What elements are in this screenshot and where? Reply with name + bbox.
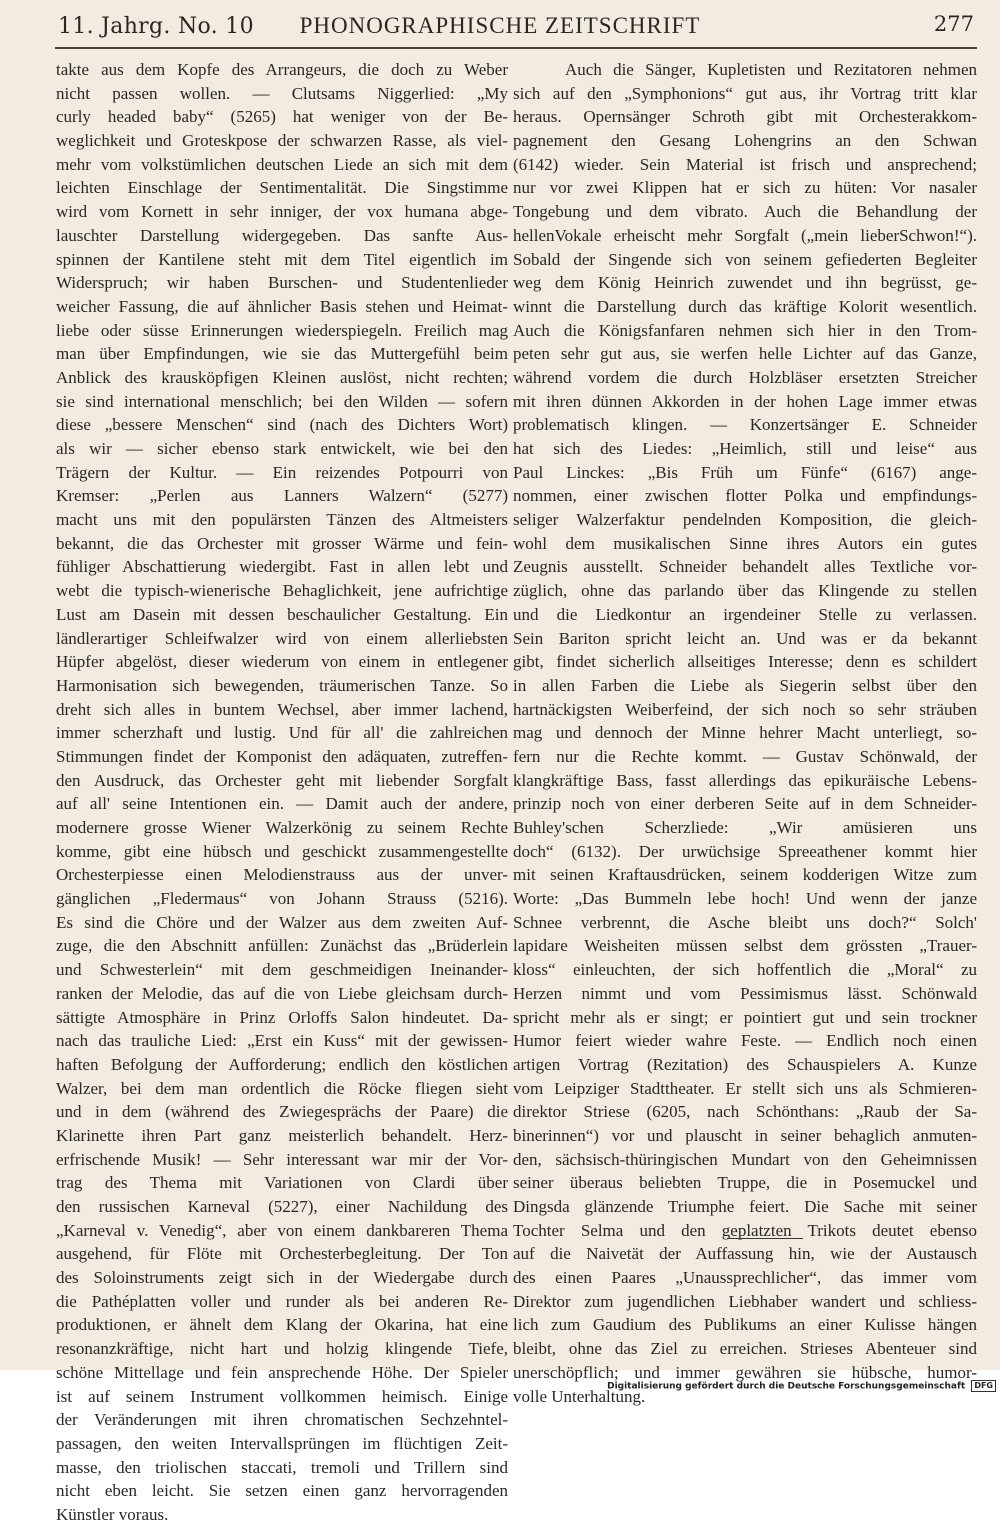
- right-column-line: hartnäckigsten Weiberfeind, der sich noch so sehr sträuben: [513, 699, 977, 719]
- left-column-line: weglichkeit und Groteskpose der schwarzen Rasse, als viel-: [56, 131, 508, 151]
- right-column-line: Herzen nimmt und vom Pessimismus lässt. Schönwald: [513, 983, 977, 1003]
- left-column-line: Es sind die Chöre und der Walzer aus dem zweiten Auf-: [56, 912, 508, 932]
- left-column-line: erfrischende Musik! — Sehr interessant war mir der Vor-: [56, 1149, 508, 1169]
- left-column-line: Anblick des krausköpfigen Kleinen auslöst, nicht rechten;: [56, 367, 508, 387]
- right-column-line: (6142) wieder. Sein Material ist frisch und ansprechend;: [513, 154, 977, 174]
- left-column-line: des Soloinstruments zeigt sich in der Wiedergabe durch: [56, 1268, 508, 1288]
- left-column-line: produktionen, er ähnelt dem Klang der Okarina, hat eine: [56, 1315, 508, 1335]
- left-column-line: macht uns mit den populärsten Tänzen des Altmeisters: [56, 510, 508, 530]
- right-column-line: klangkräftige Bass, fasst allerdings das epikuräische Lebens-: [513, 770, 977, 790]
- left-column-line: den Ausdruck, das Orchester geht mit liebender Sorgfalt: [56, 770, 508, 790]
- right-column-line: problematisch klingen. — Konzertsänger E. Schneider: [513, 415, 977, 435]
- left-column-line: der Veränderungen mit ihren chromatischen Sechzehntel-: [56, 1410, 508, 1430]
- left-column-line: „Karneval v. Venedig“, aber von einem dankbareren Thema: [56, 1220, 508, 1240]
- right-column-line: nur vor zwei Klippen hat er sich zu hüten: Vor nasaler: [513, 178, 977, 198]
- right-column-line: sich auf den „Symphonions“ gut aus, ihr Vortrag tritt klar: [513, 83, 977, 103]
- right-column-line: in allen Farben die Liebe als Siegerin selbst über den: [513, 675, 977, 695]
- right-column-line: mit ihren dünnen Akkorden in der hohen Lage immer etwas: [513, 391, 977, 411]
- right-column-line: mag und dennoch der Minne hehrer Macht unterliegt, so-: [513, 723, 977, 743]
- left-column-line: Klarinette ihren Part ganz meisterlich behandelt. Herz-: [56, 1125, 508, 1145]
- right-column-line: weg dem König Heinrich zuwendet und ihn begrüsst, ge-: [513, 273, 977, 293]
- left-column-line: immer scherzhaft und lustig. Und für all' die zahlreichen: [56, 723, 508, 743]
- left-column-line: Trägern der Kultur. — Ein reizendes Potpourri von: [56, 462, 508, 482]
- right-column-line: Tongebung und dem vibrato. Auch die Behandlung der: [513, 202, 977, 222]
- right-column-line: peten sehr gut aus, sie werfen helle Lichter auf das Ganze,: [513, 344, 977, 364]
- credit-text: Digitalisierung gefördert durch die Deutsche Forschungsgemeinschaft: [607, 1381, 966, 1392]
- left-column-line: Stimmungen findet der Komponist den adäquaten, zutreffen-: [56, 746, 508, 766]
- right-column-line: Auch die Sänger, Kupletisten und Rezitatoren nehmen: [565, 60, 977, 79]
- left-column-line: nach das trauliche Lied: „Erst ein Kuss“ mit der gewissen-: [56, 1031, 508, 1051]
- left-column-line: modernere grosse Wiener Walzerkönig zu seinem Rechte: [56, 818, 508, 837]
- right-column-line: Tochter Selma und den geplatzten Trikots deutet ebenso: [513, 1220, 977, 1240]
- left-column-line: auf all' seine Intentionen ein. — Damit auch der andere,: [56, 794, 508, 814]
- right-column-line: Direktor zum jugendlichen Liebhaber wandert und schliess-: [513, 1291, 977, 1311]
- right-column-line: des einen Paares „Unaussprechlicher“, das immer vom: [513, 1268, 977, 1288]
- end-of-article-rule: [727, 1238, 803, 1239]
- digitization-credit: [0, 1380, 996, 1392]
- left-column-line: nicht eben leicht. Sie setzen einen ganz hervorragenden: [56, 1481, 508, 1501]
- left-column-line: mehr vom volkstümlichen deutschen Liede an sich mit dem: [56, 154, 508, 174]
- left-column-line: ranken der Melodie, das auf die von Liebe gleichsam durch-: [56, 983, 508, 1003]
- left-column-line: takte aus dem Kopfe des Arrangeurs, die doch zu Weber: [56, 60, 508, 79]
- left-column-line: Lust am Dasein mit dessen beschaulicher Gestaltung. Ein: [56, 604, 508, 624]
- left-column-line: gänglichen „Fledermaus“ von Johann Strauss (5216).: [56, 889, 508, 909]
- left-column-line: Hüpfer abgelöst, dieser wiederum von einem in entlegener: [56, 652, 508, 672]
- right-column-line: auf die Naivetät der Auffassung hin, wie der Austausch: [513, 1244, 977, 1264]
- right-column-line: Paul Linckes: „Bis Früh um Fünfe“ (6167) ange-: [513, 462, 977, 482]
- header-rule: [55, 47, 977, 49]
- left-column-line: diese „bessere Menschen“ sind (nach des Dichters Wort): [56, 415, 508, 435]
- left-column-line: den russischen Karneval (5227), einer Nachildung des: [56, 1197, 508, 1216]
- left-column-line: ländlerartiger Schleifwalzer wird von einem allerliebsten: [56, 628, 508, 648]
- right-column-line: Schnee verbrennt, die Asche bleibt uns doch?“ Solch': [513, 912, 977, 932]
- right-column-line: pagnement den Gesang Lohengrins an den Schwan: [513, 131, 977, 151]
- right-column-line: bleibt, ohne das Ziel zu erreichen. Strieses Abenteuer sind: [513, 1339, 977, 1359]
- left-column-line: komme, gibt eine hübsch und geschickt zusammengestellte: [56, 841, 508, 861]
- left-column-line: wird vom Kornett in sehr inniger, der vox humana abge-: [56, 202, 508, 222]
- right-column-line: doch“ (6132). Der urwüchsige Spreeathener kommt hier: [513, 841, 977, 861]
- right-column-line: und die Liedkontur an irgendeiner Stelle zu verlassen.: [513, 604, 977, 624]
- left-column-line: und in dem (während des Zwiegesprächs der Paare) die: [56, 1102, 508, 1122]
- journal-title: PHONOGRAPHISCHE ZEITSCHRIFT: [299, 13, 701, 38]
- right-column-line: Sein Bariton spricht leicht an. Und was er da bekannt: [513, 628, 977, 648]
- right-column-line: heraus. Opernsänger Schroth gibt mit Orchesterakkom-: [513, 107, 977, 127]
- left-column-line: dreht sich alles in buntem Wechsel, aber immer lachend,: [56, 699, 508, 719]
- right-column-line: kloss“ einleuchten, der sich hoffentlich die „Moral“ zu: [513, 960, 977, 980]
- left-column-line: schöne Mittellage und fein ansprechende Höhe. Der Spieler: [56, 1362, 508, 1382]
- left-column-line: leichten Einschlage der Sentimentalität. Die Singstimme: [56, 178, 508, 198]
- right-column-line: spricht mehr als er singt; er pointiert gut und sein trockner: [513, 1007, 977, 1027]
- left-column-line: liebe oder süsse Erinnerungen wiederspiegeln. Freilich mag: [56, 320, 508, 340]
- right-column-line: Humor feiert wieder wahre Feste. — Endlich noch einen: [513, 1031, 977, 1051]
- left-column-line: sie sind international menschlich; bei den Wilden — sofern: [56, 391, 508, 411]
- left-column-line: Harmonisation sich bewegenden, träumerischen Tanze. So: [56, 675, 508, 695]
- left-column-line: spinnen der Kantilene steht mit dem Titel eigentlich im: [56, 249, 508, 269]
- right-column-line: hat sich des Liedes: „Heimlich, still und leise“ aus: [513, 439, 977, 458]
- left-column-line: trag des Thema mit Variationen von Clardi über: [56, 1173, 508, 1193]
- right-column-line: während vordem die durch Holzbläser ersetzten Streicher: [513, 367, 977, 387]
- right-column-line: hellenVokale erheischt mehr Sorgfalt („mein lieberSchwon!“).: [513, 225, 977, 245]
- left-column-line: und Schwesterlein“ mit dem geschmeidigen Ineinander-: [56, 960, 508, 980]
- left-column-line: als wir — sicher ebenso stark entwickelt, wie bei den: [56, 439, 508, 458]
- right-column-line: Dingsda glänzende Triumphe feiert. Die Sache mit seiner: [513, 1197, 977, 1216]
- left-column-line: Künstler voraus.: [56, 1504, 169, 1524]
- left-column-line: haften Befolgung der Aufforderung; endlich den köstlichen: [56, 1054, 508, 1074]
- left-column-line: resonanzkräftige, nicht hart und holzig klingende Tiefe,: [56, 1339, 508, 1359]
- left-column-line: fühliger Abschattierung wiedergibt. Fast in allen lebt und: [56, 557, 508, 577]
- left-column-line: Widerspruch; wir haben Burschen- und Studentenlieder: [56, 273, 508, 293]
- right-column-line: gibt, findet sicherlich allseitiges Interesse; denn es schildert: [513, 652, 977, 672]
- left-column-line: man über Empfindungen, wie sie das Muttergefühl beim: [56, 344, 508, 364]
- right-column: [513, 58, 977, 1408]
- right-column-line: Buhley'schen Scherzliede: „Wir amüsieren uns: [513, 818, 977, 837]
- left-column-line: ausgehend, für Flöte mit Orchesterbegleitung. Der Ton: [56, 1244, 508, 1264]
- left-column: [56, 58, 508, 1527]
- dfg-logo: DFG: [971, 1380, 996, 1392]
- right-column-line: mit seinen Kraftausdrücken, seinem kodderigen Witze zum: [513, 865, 977, 885]
- right-column-line: Sobald der Singende sich von seinem gefiederten Begleiter: [513, 249, 977, 269]
- left-column-line: curly headed baby“ (5265) hat weniger von der Be-: [56, 107, 508, 127]
- left-column-line: sättigte Atmosphäre in Prinz Orloffs Salon hindeutet. Da-: [56, 1007, 508, 1027]
- right-column-line: Zeugnis ausstellt. Schneider behandelt alles Textliche vor-: [513, 557, 977, 577]
- left-column-line: weicher Fassung, die auf ähnlicher Basis stehen und Heimat-: [56, 296, 508, 316]
- left-column-line: die Pathéplatten voller und runder als bei anderen Re-: [56, 1291, 508, 1311]
- right-column-line: wohl dem musikalischen Sinne ihres Autors ein gutes: [513, 533, 977, 553]
- right-column-line: den, sächsisch-thüringischen Mundart von den Geheimnissen: [513, 1149, 977, 1169]
- left-column-line: Walzer, bei dem man ordentlich die Röcke fliegen sieht: [56, 1078, 508, 1098]
- right-column-line: Worte: „Das Bummeln lebe hoch! Und wenn der janze: [513, 889, 977, 909]
- right-column-line: winnt die Darstellung durch das kräftige Kolorit wesentlich.: [513, 296, 977, 316]
- running-header: [0, 0, 1000, 50]
- left-column-line: webt die typisch-wienerische Behaglichkeit, jene aufrichtige: [56, 581, 508, 601]
- right-column-line: Auch die Königsfanfaren nehmen sich hier in den Trom-: [513, 320, 977, 340]
- right-column-line: nommen, einer zwischen flotter Polka und empfindungs-: [513, 486, 977, 506]
- left-column-line: bekannt, die das Orchester mit grosser Wärme und fein-: [56, 533, 508, 553]
- left-column-line: Orchesterpiesse einen Melodienstrauss aus der unver-: [56, 865, 508, 885]
- left-column-line: nicht passen wollen. — Clutsams Niggerlied: „My: [56, 83, 508, 103]
- left-column-line: masse, den triolischen staccati, tremoli und Trillern sind: [56, 1457, 508, 1477]
- right-column-line: prinzip noch von einer derberen Seite auf in dem Schneider-: [513, 794, 977, 814]
- right-column-line: lapidare Weisheiten müssen selbst dem grössten „Trauer-: [513, 936, 977, 956]
- left-column-line: ist auf seinem Instrument vollkommen heimisch. Einige: [56, 1386, 508, 1406]
- issue-label: 11. Jahrg. No. 10: [58, 14, 254, 39]
- right-column-line: seliger Walzerfaktur pendelnden Komposition, die gleich-: [513, 510, 977, 530]
- right-column-line: seiner überaus beliebten Truppe, die in Posemuckel und: [513, 1173, 977, 1193]
- left-column-line: lauschter Darstellung widergegeben. Das sanfte Aus-: [56, 225, 508, 245]
- left-column-line: passagen, den weiten Intervallsprüngen im flüchtigen Zeit-: [56, 1433, 508, 1453]
- right-column-line: direktor Striese (6205, nach Schönthans: „Raub der Sa-: [513, 1102, 977, 1122]
- right-column-line: volle Unterhaltung.: [513, 1386, 646, 1406]
- right-column-line: fern nur die Rechte kommt. — Gustav Schönwald, der: [513, 746, 977, 766]
- right-column-line: binerinnen“) vor und plauscht in seiner behaglich anmuten-: [513, 1125, 977, 1145]
- right-column-line: lich zum Gaudium des Publikums an einer Kulisse hängen: [513, 1315, 977, 1335]
- right-column-line: vom Leipziger Stadttheater. Er stellt sich uns als Schmieren-: [513, 1078, 977, 1098]
- right-column-line: artigen Vortrag (Rezitation) des Schauspielers A. Kunze: [513, 1054, 977, 1074]
- right-column-line: züglich, ohne das parlando über das Klingende zu stellen: [513, 581, 977, 601]
- right-column-line: unerschöpflich; und immer gewähren sie hübsche, humor-: [513, 1362, 977, 1382]
- page-number: 277: [933, 12, 974, 36]
- left-column-line: zuge, die den Abschnitt anfüllen: Zunächst das „Brüderlein: [56, 936, 508, 956]
- left-column-line: Kremser: „Perlen aus Lanners Walzern“ (5277): [56, 486, 508, 506]
